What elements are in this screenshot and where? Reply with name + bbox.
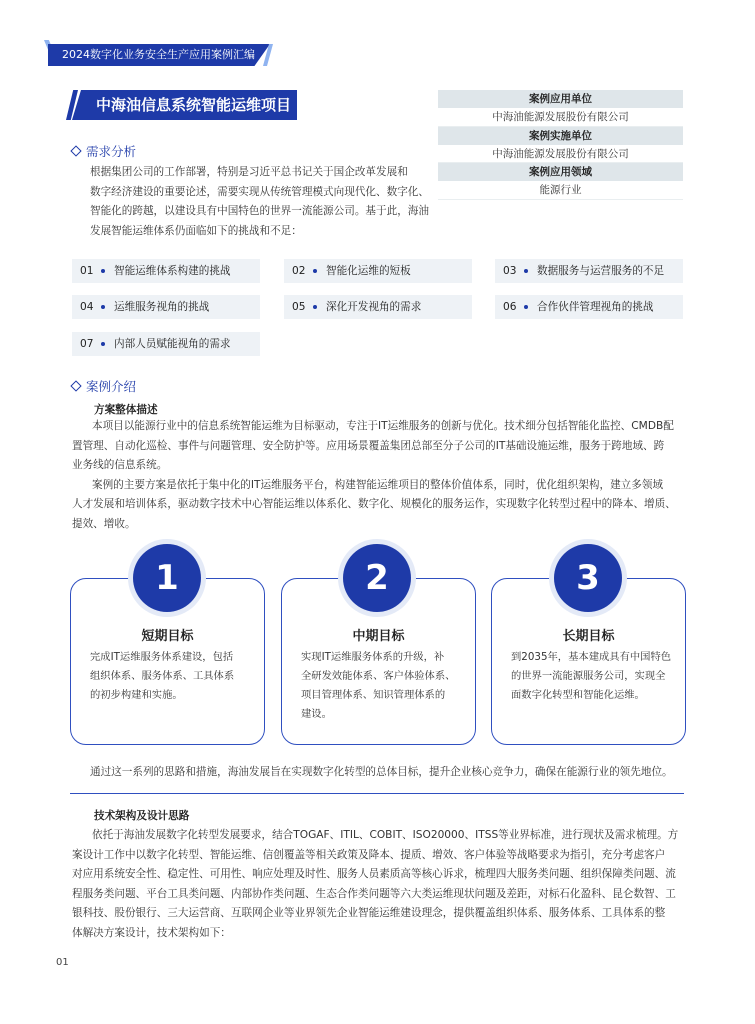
challenge-label: 内部人员赋能视角的需求 xyxy=(114,338,231,350)
challenge-label: 合作伙伴管理视角的挑战 xyxy=(537,301,654,313)
info-label: 案例应用领域 xyxy=(438,163,683,181)
needs-paragraph xyxy=(90,163,430,241)
challenge-item xyxy=(72,259,260,283)
bullet-dot-icon xyxy=(101,305,105,309)
goal-line: 到2035年，基本建成具有中国特色 xyxy=(511,651,672,663)
intro-heading xyxy=(72,379,136,395)
needs-heading-text: 需求分析 xyxy=(86,144,137,159)
challenge-number: 04 xyxy=(80,301,94,313)
diamond-icon xyxy=(70,380,81,391)
goal-title: 中期目标 xyxy=(352,629,405,644)
intro-line: 置管理、自动化巡检、事件与问题管理、安全防护等。应用场景覆盖集团总部至分子公司的IT基础设施运维，服务于跨地域、跨 xyxy=(72,439,665,452)
challenge-label: 运维服务视角的挑战 xyxy=(114,301,210,313)
intro-heading-text: 案例介绍 xyxy=(86,379,137,394)
challenge-number: 01 xyxy=(80,265,94,277)
info-table xyxy=(438,90,683,200)
intro-paragraph-1 xyxy=(72,417,690,534)
info-value: 中海油能源发展股份有限公司 xyxy=(438,108,683,126)
goal-description xyxy=(511,648,683,705)
goal-title: 短期目标 xyxy=(141,629,194,644)
intro-line: 业务线的信息系统。 xyxy=(72,459,168,471)
tech-line: 依托于海油发展数字化转型发展要求，结合TOGAF、ITIL、COBIT、ISO20000、ITSS等业界标准，进行现状及需求梳理。方 xyxy=(92,829,679,841)
tech-heading: 技术架构及设计思路 xyxy=(94,810,190,822)
goal-description xyxy=(301,648,473,724)
bullet-dot-icon xyxy=(101,342,105,346)
tech-line: 对应用系统安全性、稳定性、可用性、响应处理及时性、服务人员素质高等核心诉求，梳理四大服务类问题、组织保障类问题、流 xyxy=(72,868,676,880)
bullet-dot-icon xyxy=(524,305,528,309)
overall-description-heading: 方案整体描述 xyxy=(94,404,158,416)
goal-line: 项目管理体系、知识管理体系的 xyxy=(301,689,446,701)
section-divider xyxy=(70,793,684,794)
challenge-label: 数据服务与运营服务的不足 xyxy=(537,265,665,277)
intro-line: 案例的主要方案是依托于集中化的IT运维服务平台，构建智能运维项目的整体价值体系，同时，优化组织架构，建立多领域 xyxy=(92,478,664,491)
bullet-dot-icon xyxy=(313,305,317,309)
challenge-number: 02 xyxy=(292,265,306,277)
header-tag-text: 2024数字化业务安全生产应用案例汇编 xyxy=(62,48,255,61)
goal-number-badge: 1 xyxy=(133,544,201,612)
challenge-number: 07 xyxy=(80,338,94,350)
needs-heading xyxy=(72,144,136,160)
goal-line: 全研发效能体系、客户体验体系、 xyxy=(301,670,456,682)
needs-line: 发展智能运维体系仍面临如下的挑战和不足： xyxy=(90,224,302,237)
info-value: 能源行业 xyxy=(438,181,683,199)
page-number: 01 xyxy=(56,957,69,968)
goal-description xyxy=(90,648,260,705)
intro-line: 人才发展和培训体系，驱动数字技术中心智能运维以体系化、数字化、规模化的服务运作，实现数字化转型过程中的降本、增质、 xyxy=(72,498,676,510)
tech-line: 体解决方案设计，技术架构如下： xyxy=(72,926,231,939)
goal-title: 长期目标 xyxy=(562,629,615,644)
goal-line: 面数字化转型和智能化运维。 xyxy=(511,689,645,701)
tech-paragraph xyxy=(72,826,690,943)
bullet-dot-icon xyxy=(101,269,105,273)
goal-line: 组织体系、服务体系、工具体系 xyxy=(90,670,235,682)
tech-line: 案设计工作中以数字化转型、智能运维、信创覆盖等相关政策及降本、提质、增效、客户体验等战略要求为指引，充分考虑客户 xyxy=(72,848,666,861)
goal-line: 完成IT运维服务体系建设，包括 xyxy=(90,651,234,663)
needs-line: 根据集团公司的工作部署，特别是习近平总书记关于国企改革发展和 xyxy=(90,166,408,178)
challenge-label: 智能运维体系构建的挑战 xyxy=(114,265,231,277)
project-title: 中海油信息系统智能运维项目 xyxy=(96,96,292,114)
challenge-item xyxy=(284,259,472,283)
goal-line: 的世界一流能源服务公司，实现全 xyxy=(511,670,666,682)
summary-text: 通过这一系列的思路和措施，海油发展旨在实现数字化转型的总体目标，提升企业核心竞争力，确保在能源行业的领先地位。 xyxy=(90,766,673,778)
goal-line: 实现IT运维服务体系的升级，补 xyxy=(301,651,445,663)
challenge-item xyxy=(495,259,683,283)
challenge-number: 03 xyxy=(503,265,517,277)
intro-line: 本项目以能源行业中的信息系统智能运维为目标驱动，专注于IT运维服务的创新与优化。技术细分包括智能化监控、CMDB配 xyxy=(92,420,674,432)
challenge-label: 深化开发视角的需求 xyxy=(326,301,422,313)
bullet-dot-icon xyxy=(313,269,317,273)
tech-line: 程服务类问题、平台工具类问题、内部协作类问题、生态合作类问题等六大类运维现状问题及差距，对标石化盈科、昆仑数智、工 xyxy=(72,887,676,900)
goal-line: 的初步构建和实施。 xyxy=(90,689,183,701)
challenge-number: 05 xyxy=(292,301,306,313)
diamond-icon xyxy=(70,145,81,156)
challenge-label: 智能化运维的短板 xyxy=(326,265,411,277)
tech-line: 银科技、股份银行、三大运营商、互联网企业等业界领先企业智能运维建设理念，提供覆盖组织体系、服务体系、工具体系的整 xyxy=(72,907,666,919)
goal-number-badge: 3 xyxy=(554,544,622,612)
challenge-item xyxy=(72,332,260,356)
info-label: 案例实施单位 xyxy=(438,127,683,145)
needs-line: 智能化的跨越，以建设具有中国特色的世界一流能源公司。基于此，海油 xyxy=(90,205,429,217)
challenge-number: 06 xyxy=(503,301,517,313)
intro-line: 提效、增收。 xyxy=(72,517,136,530)
goal-number-badge: 2 xyxy=(343,544,411,612)
challenge-item xyxy=(72,295,260,319)
bullet-dot-icon xyxy=(524,269,528,273)
challenge-item xyxy=(495,295,683,319)
info-label: 案例应用单位 xyxy=(438,90,683,108)
challenge-item xyxy=(284,295,472,319)
info-value: 中海油能源发展股份有限公司 xyxy=(438,145,683,163)
needs-line: 数字经济建设的重要论述，需要实现从传统管理模式向现代化、数字化、 xyxy=(90,185,429,198)
goal-line: 建设。 xyxy=(301,708,332,720)
